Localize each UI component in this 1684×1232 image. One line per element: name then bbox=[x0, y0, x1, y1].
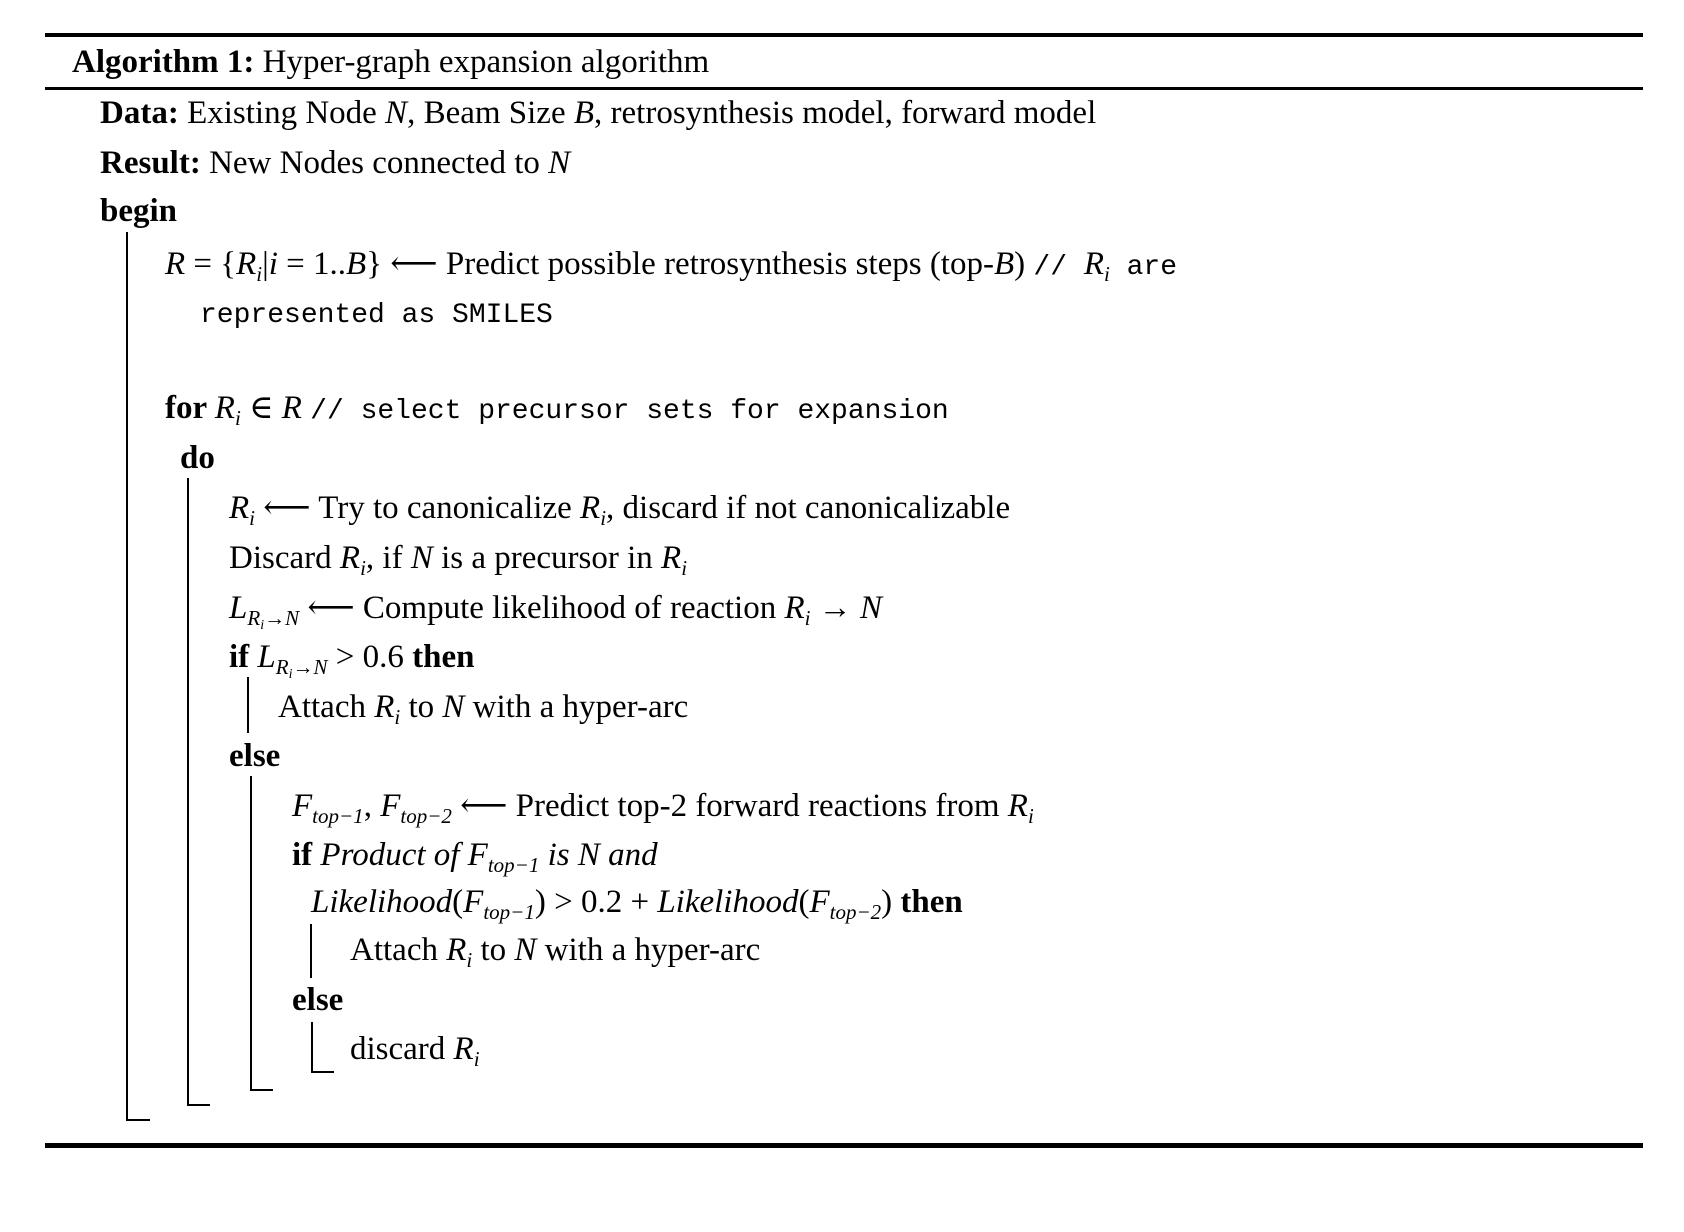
math-text: i bbox=[804, 606, 811, 630]
keyword-text: for bbox=[165, 390, 215, 426]
body-text: = 1.. bbox=[277, 246, 347, 282]
body-text: ) bbox=[1014, 246, 1034, 282]
body-text: ( bbox=[452, 884, 464, 920]
math-text: L bbox=[257, 639, 276, 675]
attach-hyper-arc-statement bbox=[278, 682, 688, 732]
body-text: Attach bbox=[278, 689, 375, 725]
bottom-rule bbox=[45, 1143, 1643, 1148]
body-text: , if bbox=[365, 540, 411, 576]
comment-text: represented as SMILES bbox=[200, 300, 553, 331]
attach-hyper-arc-statement-2 bbox=[350, 925, 760, 975]
math-text: R bbox=[784, 590, 805, 626]
math-text: F bbox=[809, 884, 830, 920]
math-text: F bbox=[380, 788, 401, 824]
do-keyword-line bbox=[180, 433, 215, 483]
for-block-end-hook bbox=[187, 1104, 210, 1106]
inner-else-block-guide-line bbox=[311, 1022, 313, 1073]
math-text: R bbox=[214, 390, 235, 426]
body-text: ( bbox=[798, 884, 810, 920]
keyword-text: do bbox=[180, 440, 215, 476]
body-text: Attach bbox=[350, 932, 447, 968]
body-text: Hyper-graph expansion algorithm bbox=[262, 44, 710, 80]
for-block-guide-line bbox=[187, 478, 189, 1106]
math-text: R bbox=[374, 689, 395, 725]
begin-block-guide-line bbox=[126, 232, 128, 1121]
body-text: New Nodes connected to bbox=[209, 145, 549, 181]
body-text: ⟵ Predict top-2 forward reactions from bbox=[451, 788, 1008, 824]
keyword-text: Result: bbox=[100, 145, 210, 181]
body-text: ⟵ Try to canonicalize bbox=[255, 490, 581, 526]
body-text: ⟵ Compute likelihood of reaction bbox=[299, 590, 785, 626]
body-text: , retrosynthesis model, forward model bbox=[594, 95, 1097, 131]
math-text: F bbox=[463, 884, 484, 920]
body-text: to bbox=[400, 689, 443, 725]
body-text: > 0.6 bbox=[327, 639, 413, 675]
else-keyword-line-2 bbox=[292, 975, 343, 1025]
body-text: with a hyper-arc bbox=[464, 689, 689, 725]
body-text: → bbox=[810, 590, 860, 626]
result-declaration-line bbox=[100, 138, 570, 188]
body-text: Discard bbox=[229, 540, 340, 576]
math-text: i bbox=[600, 506, 607, 530]
discard-precursor-statement bbox=[229, 533, 687, 583]
math-text: R bbox=[1007, 788, 1028, 824]
keyword-text: then bbox=[412, 639, 475, 675]
math-text: i bbox=[260, 618, 265, 633]
math-text: Likelihood bbox=[657, 884, 799, 920]
math-text: R bbox=[229, 490, 250, 526]
body-text: is a precursor in bbox=[432, 540, 662, 576]
inner-then-branch-guide-line bbox=[310, 924, 312, 978]
math-text: i bbox=[249, 506, 256, 530]
math-text: R bbox=[281, 390, 302, 426]
keyword-text: else bbox=[229, 738, 281, 774]
body-text: , Beam Size bbox=[407, 95, 574, 131]
math-text: i bbox=[268, 246, 278, 282]
math-text: R bbox=[339, 540, 361, 576]
math-text: N bbox=[385, 95, 408, 131]
math-text: B bbox=[573, 95, 595, 131]
math-text: i bbox=[473, 1047, 480, 1071]
math-text: top−1 bbox=[487, 853, 540, 877]
body-text: to bbox=[472, 932, 515, 968]
if-likelihood-line bbox=[229, 632, 474, 682]
else-block-guide-line bbox=[250, 776, 252, 1091]
body-text: discard bbox=[350, 1031, 454, 1067]
compute-likelihood-statement bbox=[229, 583, 882, 633]
math-text: top−2 bbox=[400, 804, 452, 828]
body-text: with a hyper-arc bbox=[536, 932, 761, 968]
begin-block-end-hook bbox=[126, 1119, 150, 1121]
data-declaration-line bbox=[100, 88, 1096, 138]
keyword-text: Algorithm 1: bbox=[72, 44, 263, 80]
math-text: →N bbox=[264, 606, 300, 630]
keyword-text: if bbox=[229, 639, 258, 675]
math-text: R bbox=[275, 655, 289, 679]
math-text: N bbox=[860, 590, 883, 626]
math-text: B bbox=[346, 246, 367, 282]
body-text: ∈ bbox=[240, 390, 282, 426]
for-loop-line bbox=[165, 383, 949, 433]
math-text: F bbox=[292, 788, 313, 824]
forward-predict-statement bbox=[292, 781, 1034, 831]
body-text: | bbox=[262, 246, 269, 282]
math-text: Product of F bbox=[320, 837, 488, 873]
else-block-end-hook bbox=[250, 1089, 273, 1091]
canonicalize-statement bbox=[229, 483, 1010, 533]
math-text: Likelihood bbox=[311, 884, 453, 920]
keyword-text: begin bbox=[100, 193, 178, 229]
body-text bbox=[302, 390, 310, 426]
math-text: R bbox=[580, 490, 601, 526]
math-text: L bbox=[229, 590, 248, 626]
math-text: i bbox=[256, 262, 263, 286]
begin-keyword-line bbox=[100, 186, 177, 236]
algorithm-caption bbox=[72, 37, 709, 87]
math-text: i bbox=[466, 948, 473, 972]
math-text: R bbox=[453, 1031, 474, 1067]
keyword-text: then bbox=[900, 884, 963, 920]
math-text: top−1 bbox=[312, 804, 364, 828]
body-text: , bbox=[363, 788, 381, 824]
smiles-comment-continuation bbox=[200, 287, 553, 337]
discard-statement bbox=[350, 1024, 480, 1074]
math-text: R bbox=[661, 540, 682, 576]
retrosynthesis-predict-statement bbox=[165, 239, 1177, 289]
math-text: R bbox=[165, 246, 186, 282]
body-text: Existing Node bbox=[187, 95, 386, 131]
body-text: = { bbox=[185, 246, 237, 282]
math-text: R bbox=[1083, 246, 1104, 282]
math-text: i bbox=[360, 556, 366, 580]
math-text: i bbox=[681, 556, 688, 580]
math-text: B bbox=[993, 246, 1015, 282]
then-branch-guide-line bbox=[247, 677, 249, 733]
comment-text: are bbox=[1109, 252, 1178, 283]
math-text: i bbox=[288, 667, 293, 682]
math-text: R bbox=[446, 932, 467, 968]
comment-text: // select precursor sets for expansion bbox=[310, 396, 949, 427]
body-text: ) bbox=[881, 884, 901, 920]
math-text: is N and bbox=[539, 837, 658, 873]
else-keyword-line bbox=[229, 731, 280, 781]
math-text: R bbox=[236, 246, 257, 282]
if-product-condition-line bbox=[292, 830, 658, 880]
comment-text: // bbox=[1033, 252, 1084, 283]
body-text: } ⟵ Predict possible retrosynthesis steps (top- bbox=[366, 246, 994, 282]
math-text: R bbox=[247, 606, 261, 630]
math-text: i bbox=[234, 406, 241, 430]
inner-else-block-end-hook bbox=[311, 1071, 334, 1073]
math-text: i bbox=[1103, 262, 1110, 286]
math-text: top−2 bbox=[829, 900, 882, 924]
math-text: N bbox=[410, 540, 433, 576]
math-text: i bbox=[394, 705, 401, 729]
body-text: ) > 0.2 + bbox=[534, 884, 658, 920]
math-text: i bbox=[1027, 804, 1034, 828]
math-text: N bbox=[442, 689, 465, 725]
math-text: top−1 bbox=[483, 900, 535, 924]
math-text: N bbox=[514, 932, 537, 968]
keyword-text: else bbox=[292, 982, 344, 1018]
likelihood-condition-line bbox=[311, 877, 963, 927]
keyword-text: Data: bbox=[100, 95, 188, 131]
body-text: , discard if not canonicalizable bbox=[606, 490, 1011, 526]
keyword-text: if bbox=[292, 837, 321, 873]
math-text: →N bbox=[292, 655, 328, 679]
math-text: N bbox=[548, 145, 571, 181]
